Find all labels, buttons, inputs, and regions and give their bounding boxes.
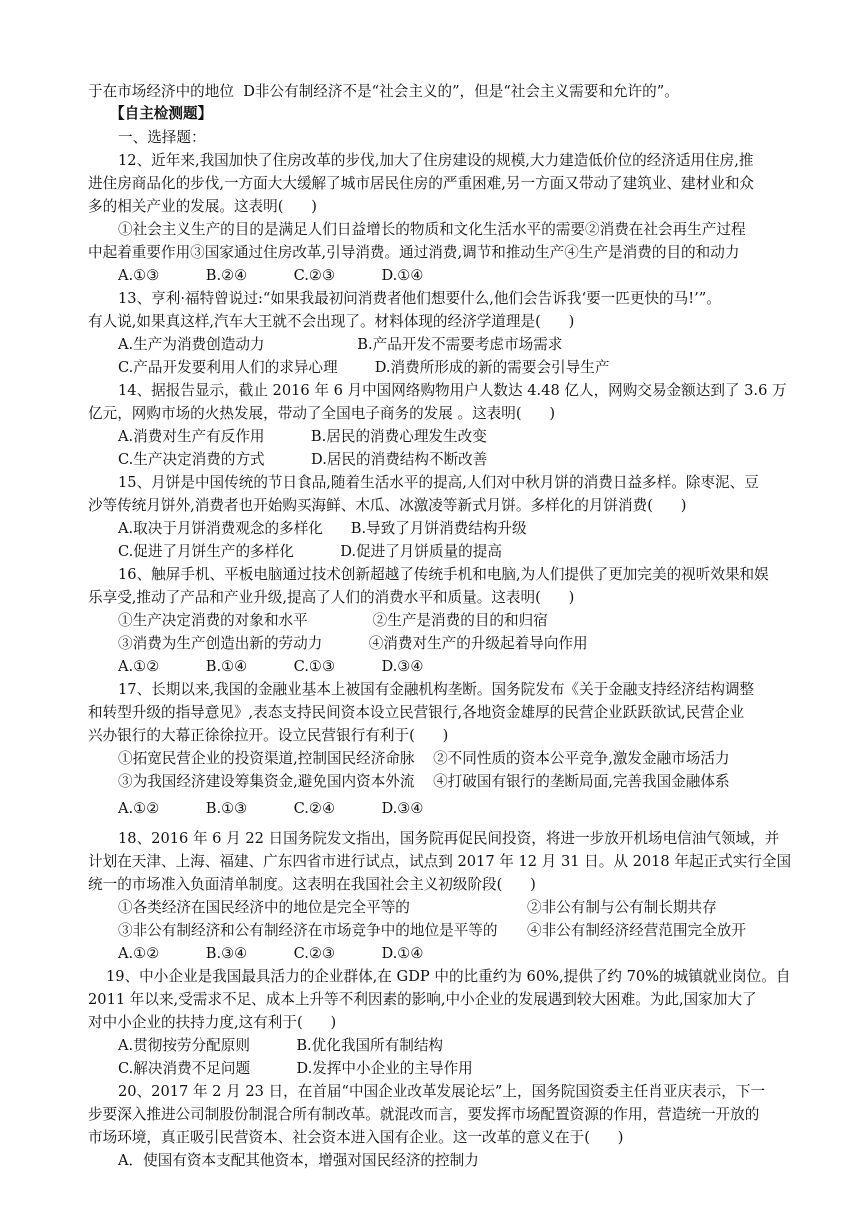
- question-12-stem: 12、近年来,我国加快了住房改革的步伐,加大了住房建设的规模,大力建造低价位的经济适用住房,推: [118, 152, 754, 169]
- question-18-stem: 统一的市场准入负面清单制度。这表明在我国社会主义初级阶段( ): [88, 876, 536, 893]
- question-16-statements: ①生产决定消费的对象和水平 ②生产是消费的目的和归宿: [118, 612, 548, 629]
- question-12-statements: ①社会主义生产的目的是满足人们日益增长的物质和文化生活水平的需要②消费在社会再生产过程: [118, 221, 746, 238]
- question-17-options: A.①② B.①③ C.②④ D.③④: [118, 800, 424, 817]
- question-16-options: A.①② B.①④ C.①③ D.③④: [118, 658, 424, 675]
- question-17-stem: 兴办银行的大幕正徐徐拉开。设立民营银行有利于( ): [88, 727, 449, 744]
- question-15-stem: 15、月饼是中国传统的节日食品,随着生活水平的提高,人们对中秋月饼的消费日益多样。除枣泥、豆: [118, 474, 759, 491]
- question-17-stem: 和转型升级的指导意见》,表态支持民间资本设立民营银行,各地资金雄厚的民营企业跃跃欲试,民营企业: [88, 704, 745, 721]
- question-15-options: A.取决于月饼消费观念的多样化 B.导致了月饼消费结构升级: [118, 520, 527, 537]
- question-14-options: A.消费对生产有反作用 B.居民的消费心理发生改变: [118, 428, 487, 445]
- question-13-stem: 13、亨利·福特曾说过:“如果我最初问消费者他们想要什么,他们会告诉我‘要一匹更快的马!’”。: [118, 290, 721, 307]
- question-13-options: A.生产为消费创造动力 B.产品开发不需要考虑市场需求: [118, 336, 563, 353]
- question-20-option-a: A．使国有资本支配其他资本，增强对国民经济的控制力: [118, 1152, 479, 1169]
- question-15-stem: 沙等传统月饼外,消费者也开始购买海鲜、木瓜、冰激凌等新式月饼。多样化的月饼消费( ): [88, 497, 687, 514]
- question-12-stem: 多的相关产业的发展。这表明( ): [88, 198, 317, 215]
- question-13-options: C.产品开发要利用人们的求异心理 D.消费所形成的新的需要会引导生产: [118, 359, 610, 376]
- question-18-options: A.①② B.③④ C.②③ D.①④: [118, 945, 424, 962]
- question-18-statement-1: ①各类经济在国民经济中的地位是完全平等的: [118, 899, 410, 916]
- question-12-stem: 进住房商品化的步伐,一方面大大缓解了城市居民住房的严重困难,另一方面又带动了建筑业、建材业和众: [88, 175, 755, 192]
- question-19-options: A.贯彻按劳分配原则 B.优化我国所有制结构: [118, 1037, 444, 1054]
- question-20-stem: 市场环境，真正吸引民营资本、社会资本进入国有企业。这一改革的意义在于( ): [88, 1129, 624, 1146]
- question-18-statement-3: ③非公有制经济和公有制经济在市场竞争中的地位是平等的: [118, 922, 498, 939]
- question-13-stem: 有人说,如果真这样,汽车大王就不会出现了。材料体现的经济学道理是( ): [88, 313, 575, 330]
- question-14-options: C.生产决定消费的方式 D.居民的消费结构不断改善: [118, 451, 488, 468]
- question-17-statements: ①拓宽民营企业的投资渠道,控制国民经济命脉 ②不同性质的资本公平竞争,激发金融市场活力: [118, 750, 730, 767]
- question-20-stem: 20、2017 年 2 月 23 日，在首届“中国企业改革发展论坛”上，国务院国资委主任肖亚庆表示，下一: [118, 1083, 766, 1100]
- question-19-stem: 19、中小企业是我国最具活力的企业群体,在 GDP 中的比重约为 60%,提供了约 70%的城镇就业岗位。自: [106, 968, 791, 985]
- subsection-heading: 一、选择题：: [118, 129, 206, 146]
- question-17-stem: 17、长期以来,我国的金融业基本上被国有金融机构垄断。国务院发布《关于金融支持经济结构调整: [118, 681, 755, 698]
- question-14-stem: 14、据报告显示，截止 2016 年 6 月中国网络购物用户人数达 4.48 亿人，网购交易金额达到了 3.6 万: [118, 382, 787, 399]
- text-line: 于在市场经济中的地位 D非公有制经济不是“社会主义的”，但是“社会主义需要和允许的”。: [88, 83, 679, 100]
- question-14-stem: 亿元，网购市场的火热发展，带动了全国电子商务的发展 。这表明( ): [88, 405, 556, 422]
- question-12-options: A.①③ B.②④ C.②③ D.①④: [118, 267, 424, 284]
- question-18-statement-2: ②非公有制与公有制长期共存: [527, 899, 717, 916]
- question-12-statements: 中起着重要作用③国家通过住房改革,引导消费。通过消费,调节和推动生产④生产是消费的目的和动力: [88, 244, 740, 261]
- question-16-stem: 乐享受,推动了产品和产业升级,提高了人们的消费水平和质量。这表明( ): [88, 589, 575, 606]
- question-20-stem: 步要深入推进公司制股份制混合所有制改革。就混改而言，要发挥市场配置资源的作用，营造统一开放的: [88, 1106, 760, 1123]
- question-15-options: C.促进了月饼生产的多样化 D.促进了月饼质量的提高: [118, 543, 502, 560]
- question-18-stem: 计划在天津、上海、福建、广东四省市进行试点，试点到 2017 年 12 月 31 日。从 2018 年起正式实行全国: [88, 853, 792, 870]
- question-16-stem: 16、触屏手机、平板电脑通过技术创新超越了传统手机和电脑,为人们提供了更加完美的视听效果和娱: [118, 566, 769, 583]
- question-18-statement-4: ④非公有制经济经营范围完全放开: [527, 922, 746, 939]
- question-19-stem: 对中小企业的扶持力度,这有利于( ): [88, 1014, 337, 1031]
- question-16-statements: ③消费为生产创造出新的劳动力 ④消费对生产的升级起着导向作用: [118, 635, 588, 652]
- question-19-options: C.解决消费不足问题 D.发挥中小企业的主导作用: [118, 1060, 473, 1077]
- section-heading: 【自主检测题】: [110, 105, 213, 122]
- question-19-stem: 2011 年以来,受需求不足、成本上升等不利因素的影响,中小企业的发展遇到较大困难。为此,国家加大了: [88, 991, 757, 1008]
- question-17-statements: ③为我国经济建设筹集资金,避免国内资本外流 ④打破国有银行的垄断局面,完善我国金融体系: [118, 773, 730, 790]
- question-18-stem: 18、2016 年 6 月 22 日国务院发文指出，国务院再促民间投资，将进一步放开机场电信油气领域，并: [118, 830, 780, 847]
